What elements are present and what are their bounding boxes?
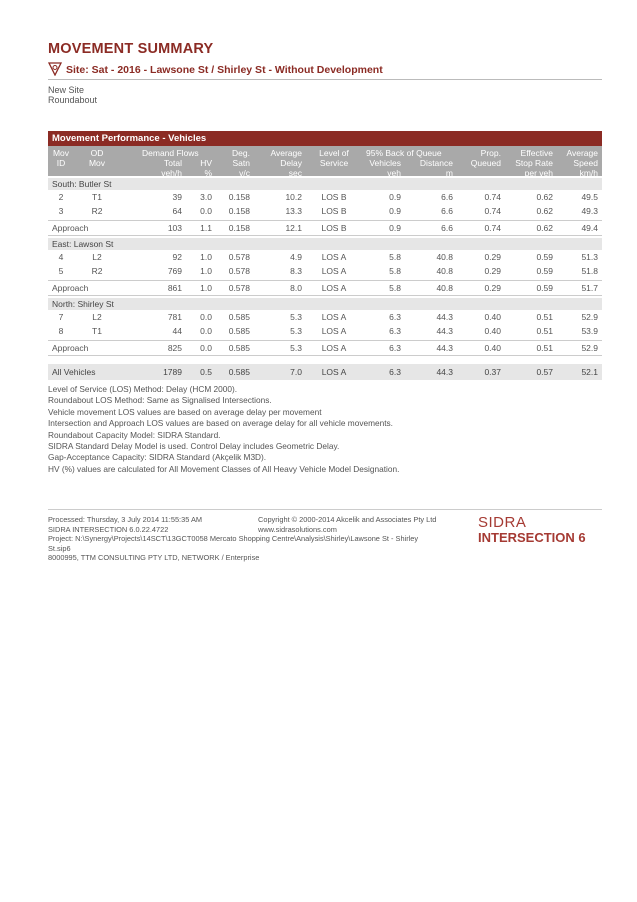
col-avg-speed: Average Speed km/h — [566, 148, 598, 178]
table-cell: 49.4 — [581, 223, 598, 233]
col-total: Total veh/h — [161, 158, 182, 178]
table-cell: 44.3 — [436, 326, 453, 336]
copyright-info: Copyright © 2000-2014 Akcelik and Associates Pty Ltd www.sidrasolutions.com — [258, 515, 437, 534]
table-cell: 1.0 — [200, 252, 212, 262]
table-cell: 0.59 — [536, 252, 553, 262]
table-cell: 0.37 — [484, 367, 501, 377]
table-cell: T1 — [92, 192, 102, 202]
table-cell: 6.3 — [389, 367, 401, 377]
table-cell: LOS A — [321, 343, 347, 353]
table-cell: 0.585 — [228, 312, 250, 322]
table-cell: 0.158 — [228, 223, 250, 233]
table-body — [48, 178, 602, 356]
roundabout-yield-icon — [48, 62, 62, 76]
table-cell: LOS A — [321, 283, 347, 293]
table-cell: 40.8 — [436, 283, 453, 293]
table-cell: 769 — [167, 266, 182, 276]
table-cell: 64 — [172, 206, 182, 216]
note-line: Level of Service (LOS) Method: Delay (HCM 2000). — [48, 384, 238, 394]
table-cell: 6.3 — [389, 343, 401, 353]
table-cell: 13.3 — [285, 206, 302, 216]
table-cell: 49.5 — [581, 192, 598, 202]
col-stop-rate: Effective Stop Rate per veh — [515, 148, 553, 178]
processed-info: Processed: Thursday, 3 July 2014 11:55:35 AM SIDRA INTERSECTION 6.0.22.4722 — [48, 515, 203, 534]
table-cell: 51.7 — [581, 283, 598, 293]
table-cell: 0.158 — [228, 206, 250, 216]
table-cell: 0.51 — [536, 343, 553, 353]
col-demand-flows: Demand Flows — [142, 148, 199, 158]
table-cell: LOS A — [321, 252, 347, 262]
table-cell: 44.3 — [436, 367, 453, 377]
table-cell: 40.8 — [436, 252, 453, 262]
table-cell: 1.1 — [200, 223, 212, 233]
table-cell: 0.5 — [200, 367, 212, 377]
note-line: Intersection and Approach LOS values are based on average delay for all vehicle movements. — [48, 418, 393, 429]
method-notes — [48, 384, 399, 475]
table-cell: 8 — [58, 326, 64, 336]
table-cell: 0.74 — [484, 192, 501, 202]
table-cell: 0.29 — [484, 283, 501, 293]
table-row — [48, 264, 602, 278]
table-cell: 6.3 — [389, 326, 401, 336]
table-cell: 2 — [58, 192, 64, 202]
table-cell: 52.9 — [581, 312, 598, 322]
table-cell: 52.1 — [581, 367, 598, 377]
table-cell: 6.6 — [441, 223, 453, 233]
note-line: Roundabout LOS Method: Same as Signalised Intersections. — [48, 395, 272, 406]
project-path: Project: N:\Synergy\Projects\14SCT\13GCT0058 Mercato Shopping Centre\Analysis\Shirley\Lawsone St - Shirley St.sip6 8000995, TTM CONSULTING PTY LTD, NETWORK / Enterprise — [48, 534, 419, 562]
table-cell: R2 — [91, 206, 103, 216]
table-cell: 0.585 — [228, 367, 250, 377]
table-cell: L2 — [92, 252, 102, 262]
approach-row — [48, 220, 602, 236]
table-cell: 0.9 — [389, 206, 401, 216]
table-cell: 0.0 — [200, 206, 212, 216]
col-distance: Distance m — [419, 158, 453, 178]
col-mov-id: Mov ID — [52, 148, 70, 168]
all-vehicles-row — [48, 364, 602, 380]
table-cell: 1789 — [163, 367, 182, 377]
table-cell: R2 — [91, 266, 103, 276]
table-cell: 1.0 — [200, 266, 212, 276]
table-cell: 103 — [167, 223, 182, 233]
movement-table — [48, 131, 602, 380]
table-row — [48, 204, 602, 218]
control-type: Roundabout — [48, 95, 98, 105]
col-od-mov: OD Mov — [88, 148, 106, 168]
table-cell: LOS A — [321, 367, 347, 377]
table-cell: 53.9 — [581, 326, 598, 336]
table-cell: LOS A — [321, 326, 347, 336]
table-cell: 0.59 — [536, 283, 553, 293]
table-cell: 12.1 — [285, 223, 302, 233]
all-vehicles-label: All Vehicles — [52, 367, 96, 377]
table-cell: 0.51 — [536, 312, 553, 322]
approach-label: Approach — [52, 283, 89, 293]
note-line: HV (%) values are calculated for All Movement Classes of All Heavy Vehicle Model Designation. — [48, 463, 400, 474]
table-cell: LOS A — [321, 266, 347, 276]
table-header — [48, 146, 602, 176]
table-cell: 4 — [58, 252, 64, 262]
table-cell: 44.3 — [436, 343, 453, 353]
table-cell: 6.3 — [389, 312, 401, 322]
approach-label: Approach — [52, 223, 89, 233]
table-cell: 0.40 — [484, 312, 501, 322]
table-cell: 40.8 — [436, 266, 453, 276]
col-prop-queued: Prop. Queued — [470, 148, 501, 168]
table-cell: 0.62 — [536, 192, 553, 202]
table-cell: T1 — [92, 326, 102, 336]
table-cell: 52.9 — [581, 343, 598, 353]
table-cell: 6.6 — [441, 192, 453, 202]
table-cell: 861 — [167, 283, 182, 293]
table-cell: 3 — [58, 206, 64, 216]
table-title: Movement Performance - Vehicles — [48, 131, 602, 146]
note-line: Gap-Acceptance Capacity: SIDRA Standard (Akçelik M3D). — [48, 452, 267, 463]
table-cell: 0.0 — [200, 326, 212, 336]
site-title: Site: Sat - 2016 - Lawsone St / Shirley St - Without Development — [66, 64, 383, 76]
table-cell: 0.29 — [484, 252, 501, 262]
table-cell: 0.51 — [536, 326, 553, 336]
sidra-logo-line1: SIDRA — [478, 514, 527, 531]
table-cell: 5.8 — [389, 252, 401, 262]
approach-row — [48, 340, 602, 356]
table-cell: 0.578 — [228, 266, 250, 276]
table-cell: 781 — [167, 312, 182, 322]
table-cell: 49.3 — [581, 206, 598, 216]
table-cell: 825 — [167, 343, 182, 353]
table-cell: L2 — [92, 312, 102, 322]
approach-group-header: East: Lawson St — [48, 238, 602, 250]
table-cell: 44.3 — [436, 312, 453, 322]
table-cell: 5.3 — [290, 312, 302, 322]
table-cell: 0.62 — [536, 223, 553, 233]
table-row — [48, 324, 602, 338]
col-hv: HV % — [200, 158, 212, 178]
table-cell: 0.585 — [228, 343, 250, 353]
table-cell: 3.0 — [200, 192, 212, 202]
note-line: Vehicle movement LOS values are based on average delay per movement — [48, 406, 322, 417]
table-cell: 92 — [172, 252, 182, 262]
table-cell: 0.578 — [228, 252, 250, 262]
table-row — [48, 190, 602, 204]
table-cell: 51.8 — [581, 266, 598, 276]
table-cell: 0.585 — [228, 326, 250, 336]
table-cell: 0.40 — [484, 343, 501, 353]
table-cell: 5.8 — [389, 266, 401, 276]
table-cell: 6.6 — [441, 206, 453, 216]
table-cell: 39 — [172, 192, 182, 202]
table-cell: 7 — [58, 312, 64, 322]
approach-row — [48, 280, 602, 296]
approach-group-header: North: Shirley St — [48, 298, 602, 310]
footer-divider — [48, 509, 602, 510]
col-avg-delay: Average Delay sec — [270, 148, 302, 178]
table-cell: 8.0 — [290, 283, 302, 293]
page-title: MOVEMENT SUMMARY — [48, 41, 214, 57]
table-cell: LOS B — [321, 223, 347, 233]
table-cell: 10.2 — [285, 192, 302, 202]
site-type: New Site — [48, 85, 85, 95]
table-cell: 0.0 — [200, 312, 212, 322]
table-cell: 5.3 — [290, 326, 302, 336]
table-cell: 0.57 — [536, 367, 553, 377]
table-cell: 5.3 — [290, 343, 302, 353]
table-cell: 0.9 — [389, 192, 401, 202]
table-cell: 5 — [58, 266, 64, 276]
table-cell: 0.158 — [228, 192, 250, 202]
site-heading — [48, 63, 602, 80]
col-vehicles: Vehicles veh — [369, 158, 401, 178]
table-cell: 44 — [172, 326, 182, 336]
table-cell: 1.0 — [200, 283, 212, 293]
table-cell: 0.74 — [484, 206, 501, 216]
note-line: Roundabout Capacity Model: SIDRA Standard. — [48, 429, 221, 440]
col-deg-satn: Deg. Satn v/c — [232, 148, 250, 178]
table-row — [48, 250, 602, 264]
table-cell: 51.3 — [581, 252, 598, 262]
table-row — [48, 310, 602, 324]
table-cell: LOS A — [321, 312, 347, 322]
note-line: SIDRA Standard Delay Model is used. Control Delay includes Geometric Delay. — [48, 441, 340, 452]
table-cell: 0.9 — [389, 223, 401, 233]
table-cell: 0.578 — [228, 283, 250, 293]
table-cell: 8.3 — [290, 266, 302, 276]
table-cell: 0.74 — [484, 223, 501, 233]
table-cell: 0.29 — [484, 266, 501, 276]
table-cell: 0.0 — [200, 343, 212, 353]
table-cell: 4.9 — [290, 252, 302, 262]
table-cell: 0.40 — [484, 326, 501, 336]
table-cell: LOS B — [321, 206, 347, 216]
table-cell: 5.8 — [389, 283, 401, 293]
table-cell: 0.62 — [536, 206, 553, 216]
sidra-logo-line2: INTERSECTION 6 — [478, 530, 586, 545]
table-cell: LOS B — [321, 192, 347, 202]
col-back-of-queue: 95% Back of Queue — [366, 148, 442, 158]
approach-group-header: South: Butler St — [48, 178, 602, 190]
col-los: Level of Service — [319, 148, 349, 168]
approach-label: Approach — [52, 343, 89, 353]
table-cell: 7.0 — [290, 367, 302, 377]
table-cell: 0.59 — [536, 266, 553, 276]
